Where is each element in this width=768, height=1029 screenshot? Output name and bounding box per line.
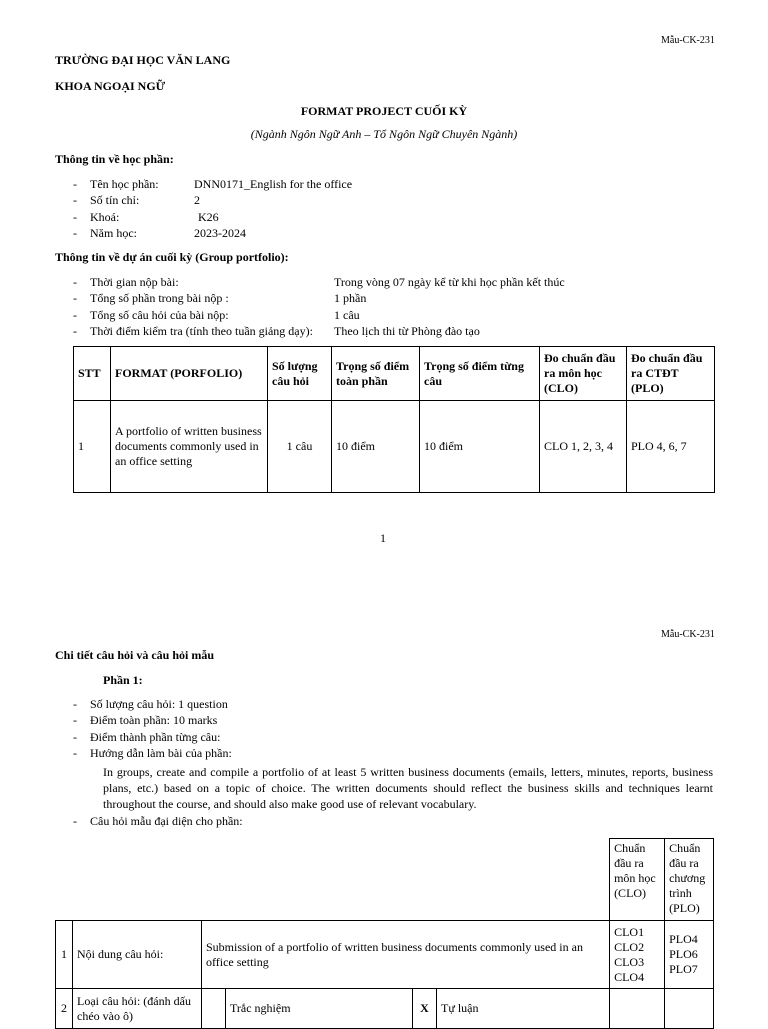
bullet-dash: -	[73, 713, 77, 727]
form-code: Mẫu-CK-231	[661, 35, 715, 46]
form-code: Mẫu-CK-231	[661, 629, 715, 640]
credits-value: 2	[194, 193, 200, 207]
questions-label: Tổng số câu hỏi của bài nộp:	[90, 308, 229, 322]
cell-format: A portfolio of written business documents commonly used in an office setting	[111, 401, 268, 493]
plo-list	[665, 921, 714, 989]
header-question-weight: Trọng số điểm từng câu	[420, 347, 540, 401]
document-subtitle: (Ngành Ngôn Ngữ Anh – Tổ Ngôn Ngữ Chuyên Ngành)	[250, 127, 518, 141]
clo-item: CLO3	[614, 954, 645, 969]
cohort-value: K26	[198, 210, 219, 224]
bullet-dash: -	[73, 275, 77, 289]
clo-item: CLO2	[614, 939, 645, 954]
checkbox-essay[interactable]: X	[413, 989, 437, 1029]
parts-label: Tổng số phần trong bài nộp :	[90, 291, 229, 305]
plo-item: PLO7	[669, 962, 698, 976]
sample-question-table	[55, 838, 714, 1029]
option-essay: Tự luận	[437, 989, 610, 1029]
questions-value: 1 câu	[334, 308, 360, 322]
header-clo: Chuẩn đầu ra môn học (CLO)	[610, 839, 665, 921]
bullet-dash: -	[73, 697, 77, 711]
row-label: Loại câu hỏi: (đánh dấu chéo vào ô)	[73, 989, 202, 1029]
faculty-name: KHOA NGOẠI NGỮ	[55, 79, 166, 93]
list-item: Điểm toàn phần: 10 marks	[90, 713, 218, 727]
cell-stt: 1	[74, 401, 111, 493]
empty-cell	[56, 839, 610, 921]
bullet-dash: -	[73, 308, 77, 322]
bullet-dash: -	[73, 746, 77, 760]
cohort-label: Khoá:	[90, 210, 120, 224]
school-name: TRƯỜNG ĐẠI HỌC VĂN LANG	[55, 53, 231, 67]
list-item: Điểm thành phần từng câu:	[90, 730, 221, 744]
bullet-dash: -	[73, 226, 77, 240]
instructions-paragraph: In groups, create and compile a portfolio of at least 5 written business documents (emails, letters, minutes, reports, business plans, etc.) based on a topic of choice. The written documents should reflect the business skills and techniques learnt throughout the course, and should also make good use of relevant vocabulary.	[103, 765, 713, 811]
table-header-row	[56, 839, 714, 921]
row-label: Nội dung câu hỏi:	[73, 921, 202, 989]
part-heading: Phần 1:	[103, 673, 143, 687]
header-plo: Đo chuẩn đầu ra CTĐT (PLO)	[627, 347, 715, 401]
bullet-dash: -	[73, 193, 77, 207]
header-total-weight: Trọng số điểm toàn phần	[332, 347, 420, 401]
header-format: FORMAT (PORFOLIO)	[111, 347, 268, 401]
document-title: FORMAT PROJECT CUỐI KỲ	[300, 104, 468, 118]
header-question-count: Số lượng câu hỏi	[268, 347, 332, 401]
course-name-label: Tên học phần:	[90, 177, 159, 191]
list-item: Hướng dẫn làm bài của phần:	[90, 746, 232, 760]
table-row	[56, 989, 714, 1029]
clo-item: CLO1	[614, 924, 645, 939]
clo-list	[610, 921, 665, 989]
empty-cell	[610, 989, 665, 1029]
option-multiple-choice: Trắc nghiệm	[226, 989, 413, 1029]
parts-value: 1 phần	[334, 291, 367, 305]
course-info-heading: Thông tin về học phần:	[55, 152, 174, 166]
table-header-row	[74, 347, 715, 401]
year-value: 2023-2024	[194, 226, 246, 240]
deadline-value: Trong vòng 07 ngày kể từ khi học phần kết thúc	[334, 275, 565, 289]
empty-cell	[665, 989, 714, 1029]
cell-question-count: 1 câu	[268, 401, 332, 493]
deadline-label: Thời gian nộp bài:	[90, 275, 179, 289]
bullet-dash: -	[73, 210, 77, 224]
plo-item: PLO4	[669, 932, 698, 946]
bullet-dash: -	[73, 324, 77, 338]
format-table	[73, 346, 715, 493]
exam-time-label: Thời điểm kiểm tra (tính theo tuần giảng dạy):	[90, 324, 313, 338]
table-row	[74, 401, 715, 493]
project-info-heading: Thông tin về dự án cuối kỳ (Group portfolio):	[55, 250, 289, 264]
cell-plo: PLO 4, 6, 7	[627, 401, 715, 493]
table-row	[56, 921, 714, 989]
year-label: Năm học:	[90, 226, 137, 240]
cell-total-weight: 10 điểm	[332, 401, 420, 493]
header-plo: Chuẩn đầu ra chương trình (PLO)	[665, 839, 714, 921]
clo-item: CLO4	[614, 969, 645, 984]
header-clo: Đo chuẩn đầu ra môn học (CLO)	[540, 347, 627, 401]
question-content: Submission of a portfolio of written business documents commonly used in an office setting	[202, 921, 610, 989]
cell-question-weight: 10 điểm	[420, 401, 540, 493]
checkbox-multiple-choice[interactable]	[202, 989, 226, 1029]
plo-item: PLO6	[669, 947, 698, 961]
list-item: Câu hỏi mẫu đại diện cho phần:	[90, 814, 243, 828]
bullet-dash: -	[73, 730, 77, 744]
row-number: 2	[56, 989, 73, 1029]
section-heading: Chi tiết câu hỏi và câu hỏi mẫu	[55, 648, 215, 662]
bullet-dash: -	[73, 291, 77, 305]
page-number: 1	[380, 531, 386, 545]
row-number: 1	[56, 921, 73, 989]
credits-label: Số tín chỉ:	[90, 193, 140, 207]
exam-time-value: Theo lịch thi từ Phòng đào tạo	[334, 324, 480, 338]
cell-clo: CLO 1, 2, 3, 4	[540, 401, 627, 493]
header-stt: STT	[74, 347, 111, 401]
bullet-dash: -	[73, 177, 77, 191]
course-name-value: DNN0171_English for the office	[194, 177, 353, 191]
bullet-dash: -	[73, 814, 77, 828]
list-item: Số lượng câu hỏi: 1 question	[90, 697, 228, 711]
